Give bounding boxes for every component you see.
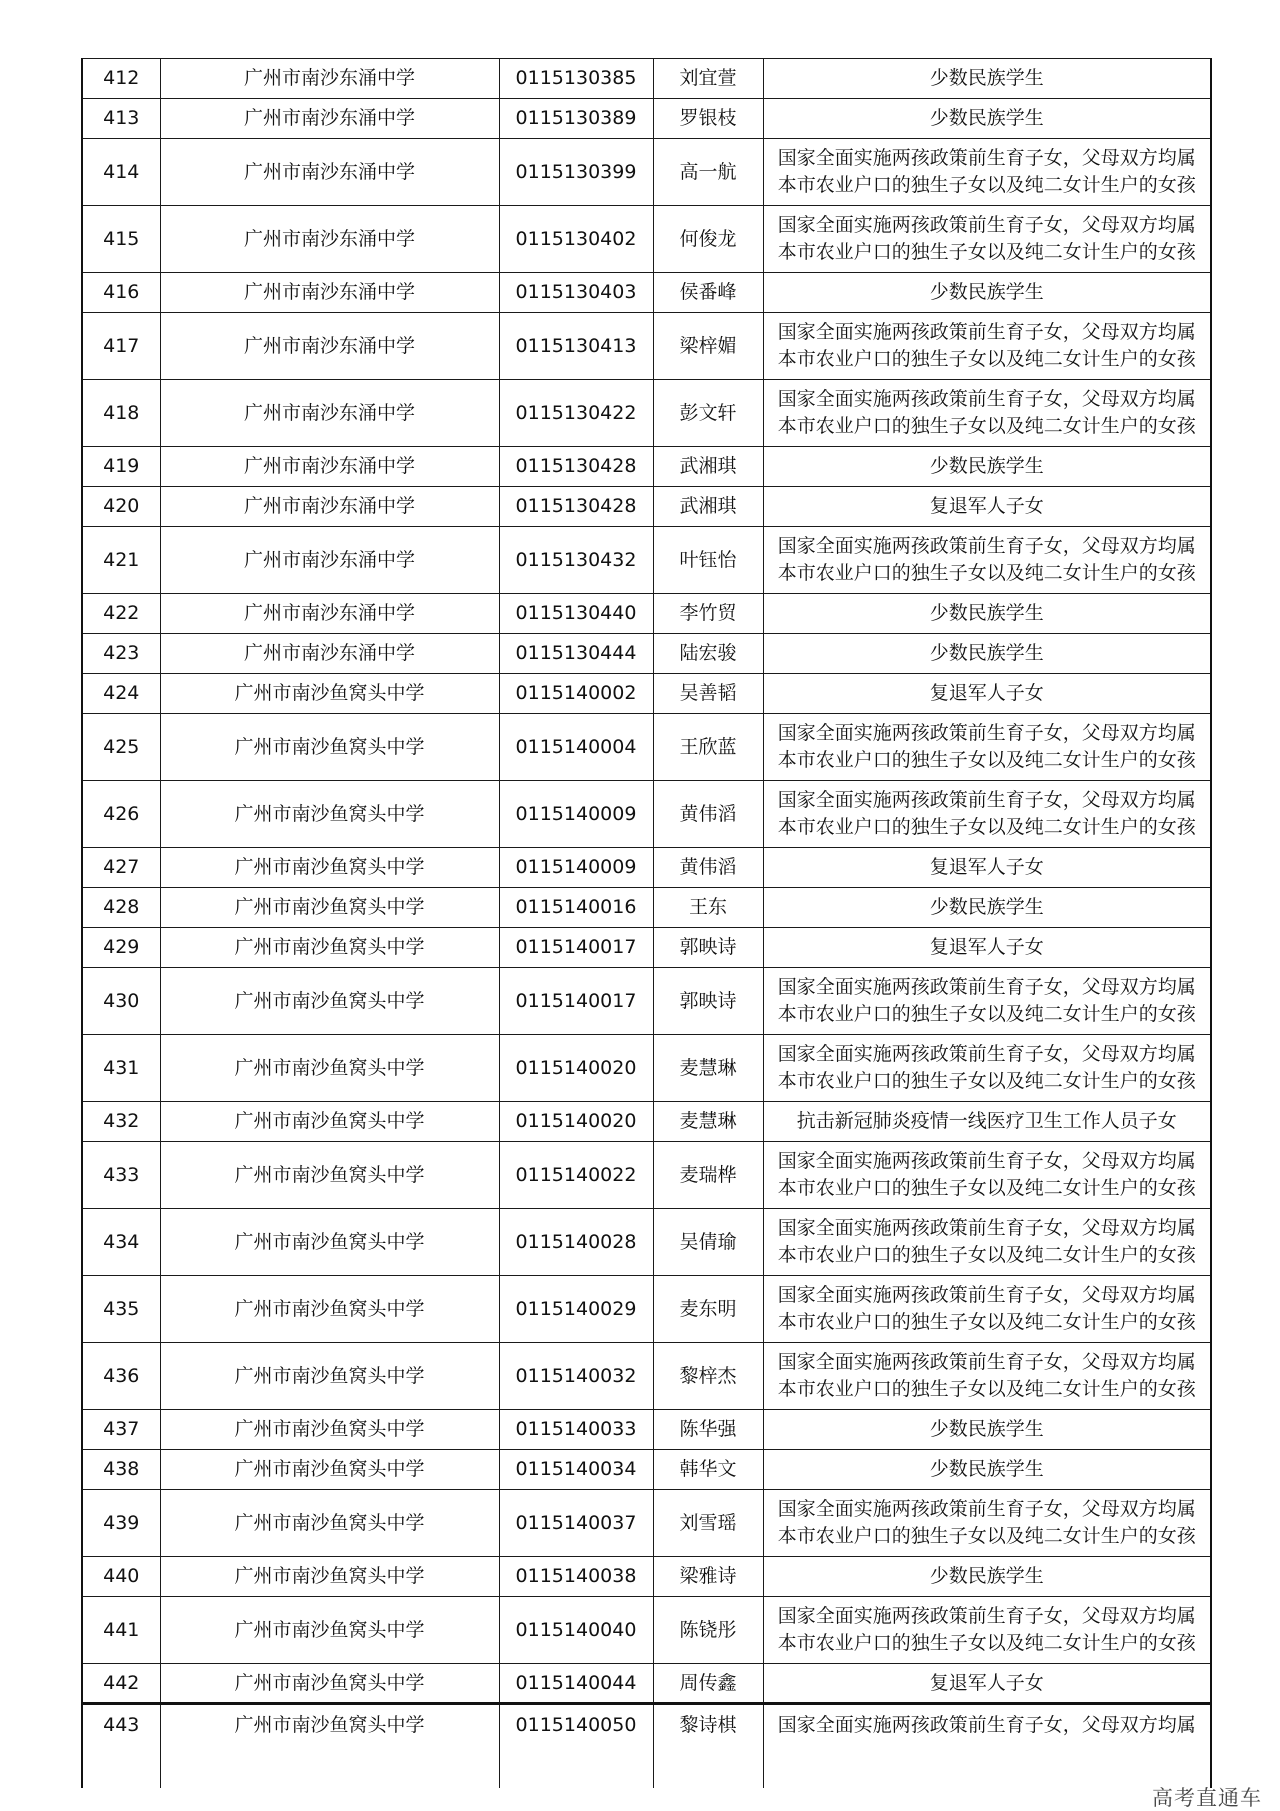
cell-exam-id: 0115140029 xyxy=(499,1276,653,1343)
cell-school: 广州市南沙鱼窝头中学 xyxy=(160,1035,499,1102)
table-row xyxy=(82,447,1211,487)
cell-school: 广州市南沙东涌中学 xyxy=(160,273,499,313)
cell-number: 426 xyxy=(82,781,160,848)
category-line: 本市农业户口的独生子女以及纯二女计生户的女孩 xyxy=(777,241,1196,263)
cell-school: 广州市南沙鱼窝头中学 xyxy=(160,1142,499,1209)
cell-category xyxy=(763,848,1211,888)
category-line: 国家全面实施两孩政策前生育子女，父母双方均属 xyxy=(777,1498,1196,1520)
cell-category xyxy=(763,380,1211,447)
cell-exam-id: 0115140020 xyxy=(499,1035,653,1102)
cell-category xyxy=(763,1035,1211,1102)
cell-school: 广州市南沙东涌中学 xyxy=(160,206,499,273)
cell-name: 黄伟滔 xyxy=(653,781,763,848)
cell-number: 440 xyxy=(82,1557,160,1597)
cell-name: 刘雪瑶 xyxy=(653,1490,763,1557)
cell-number: 432 xyxy=(82,1102,160,1142)
cell-exam-id: 0115140038 xyxy=(499,1557,653,1597)
cell-number: 428 xyxy=(82,888,160,928)
cell-category xyxy=(763,1704,1211,1788)
cell-number: 435 xyxy=(82,1276,160,1343)
table-row xyxy=(82,1490,1211,1557)
category-line: 复退军人子女 xyxy=(929,682,1044,704)
cell-category xyxy=(763,594,1211,634)
cell-category xyxy=(763,527,1211,594)
cell-school: 广州市南沙东涌中学 xyxy=(160,527,499,594)
cell-school: 广州市南沙鱼窝头中学 xyxy=(160,1664,499,1704)
cell-name: 陈华强 xyxy=(653,1410,763,1450)
cell-exam-id: 0115130444 xyxy=(499,634,653,674)
cell-name: 黎诗棋 xyxy=(653,1704,763,1788)
cell-school: 广州市南沙鱼窝头中学 xyxy=(160,888,499,928)
cell-exam-id: 0115140017 xyxy=(499,968,653,1035)
cell-name: 陆宏骏 xyxy=(653,634,763,674)
cell-school: 广州市南沙鱼窝头中学 xyxy=(160,848,499,888)
cell-name: 麦瑞桦 xyxy=(653,1142,763,1209)
cell-name: 侯番峰 xyxy=(653,273,763,313)
cell-exam-id: 0115140009 xyxy=(499,848,653,888)
table-row xyxy=(82,781,1211,848)
table-row xyxy=(82,848,1211,888)
cell-number: 429 xyxy=(82,928,160,968)
cell-name: 何俊龙 xyxy=(653,206,763,273)
cell-name: 麦慧琳 xyxy=(653,1102,763,1142)
table-row xyxy=(82,527,1211,594)
cell-name: 罗银枝 xyxy=(653,99,763,139)
cell-number: 422 xyxy=(82,594,160,634)
cell-exam-id: 0115130385 xyxy=(499,59,653,99)
table-row xyxy=(82,888,1211,928)
category-line: 国家全面实施两孩政策前生育子女，父母双方均属 xyxy=(777,214,1196,236)
cell-name: 王欣蓝 xyxy=(653,714,763,781)
category-line: 本市农业户口的独生子女以及纯二女计生户的女孩 xyxy=(777,348,1196,370)
cell-exam-id: 0115130440 xyxy=(499,594,653,634)
cell-name: 彭文轩 xyxy=(653,380,763,447)
cell-exam-id: 0115140037 xyxy=(499,1490,653,1557)
category-line: 本市农业户口的独生子女以及纯二女计生户的女孩 xyxy=(777,1525,1196,1547)
table-row xyxy=(82,928,1211,968)
cell-name: 麦慧琳 xyxy=(653,1035,763,1102)
cell-name: 高一航 xyxy=(653,139,763,206)
category-line: 复退军人子女 xyxy=(929,495,1044,517)
category-line: 本市农业户口的独生子女以及纯二女计生户的女孩 xyxy=(777,174,1196,196)
category-line: 少数民族学生 xyxy=(929,1458,1044,1480)
category-line: 本市农业户口的独生子女以及纯二女计生户的女孩 xyxy=(777,1003,1196,1025)
cell-number: 414 xyxy=(82,139,160,206)
cell-category xyxy=(763,1490,1211,1557)
table-row xyxy=(82,273,1211,313)
cell-number: 441 xyxy=(82,1597,160,1664)
watermark: 高考直通车 xyxy=(1152,1786,1262,1810)
cell-exam-id: 0115140028 xyxy=(499,1209,653,1276)
cell-category xyxy=(763,674,1211,714)
cell-school: 广州市南沙鱼窝头中学 xyxy=(160,1410,499,1450)
table-row xyxy=(82,1209,1211,1276)
cell-category xyxy=(763,99,1211,139)
category-line: 国家全面实施两孩政策前生育子女，父母双方均属 xyxy=(777,1150,1196,1172)
cell-category xyxy=(763,273,1211,313)
cell-school: 广州市南沙鱼窝头中学 xyxy=(160,1343,499,1410)
cell-exam-id: 0115140032 xyxy=(499,1343,653,1410)
cell-exam-id: 0115140020 xyxy=(499,1102,653,1142)
cell-school: 广州市南沙东涌中学 xyxy=(160,139,499,206)
cell-name: 麦东明 xyxy=(653,1276,763,1343)
cell-category xyxy=(763,206,1211,273)
table-row xyxy=(82,487,1211,527)
cell-category xyxy=(763,59,1211,99)
table-row xyxy=(82,99,1211,139)
cell-number: 439 xyxy=(82,1490,160,1557)
cell-school: 广州市南沙鱼窝头中学 xyxy=(160,1276,499,1343)
cell-name: 吴善韬 xyxy=(653,674,763,714)
category-line: 国家全面实施两孩政策前生育子女，父母双方均属 xyxy=(777,1605,1196,1627)
cell-category xyxy=(763,139,1211,206)
category-line: 本市农业户口的独生子女以及纯二女计生户的女孩 xyxy=(777,415,1196,437)
cell-exam-id: 0115140044 xyxy=(499,1664,653,1704)
table-row xyxy=(82,1664,1211,1704)
cell-school: 广州市南沙东涌中学 xyxy=(160,634,499,674)
cell-school: 广州市南沙东涌中学 xyxy=(160,594,499,634)
table-row xyxy=(82,674,1211,714)
cell-number: 443 xyxy=(82,1704,160,1788)
cell-school: 广州市南沙鱼窝头中学 xyxy=(160,1450,499,1490)
cell-name: 郭映诗 xyxy=(653,968,763,1035)
category-line: 复退军人子女 xyxy=(929,936,1044,958)
cell-number: 425 xyxy=(82,714,160,781)
table-row xyxy=(82,1142,1211,1209)
table-row xyxy=(82,380,1211,447)
category-line: 抗击新冠肺炎疫情一线医疗卫生工作人员子女 xyxy=(796,1110,1177,1132)
cell-name: 韩华文 xyxy=(653,1450,763,1490)
cell-number: 423 xyxy=(82,634,160,674)
cell-category xyxy=(763,714,1211,781)
cell-name: 周传鑫 xyxy=(653,1664,763,1704)
cell-number: 415 xyxy=(82,206,160,273)
cell-exam-id: 0115140017 xyxy=(499,928,653,968)
category-line: 本市农业户口的独生子女以及纯二女计生户的女孩 xyxy=(777,1632,1196,1654)
cell-category xyxy=(763,1664,1211,1704)
table-row xyxy=(82,968,1211,1035)
cell-exam-id: 0115140016 xyxy=(499,888,653,928)
cell-name: 刘宜萱 xyxy=(653,59,763,99)
cell-category xyxy=(763,968,1211,1035)
cell-exam-id: 0115140050 xyxy=(499,1704,653,1788)
cell-school: 广州市南沙东涌中学 xyxy=(160,380,499,447)
cell-number: 419 xyxy=(82,447,160,487)
category-line: 少数民族学生 xyxy=(929,896,1044,918)
category-line: 国家全面实施两孩政策前生育子女，父母双方均属 xyxy=(777,976,1196,998)
category-line: 少数民族学生 xyxy=(929,1565,1044,1587)
category-line: 复退军人子女 xyxy=(929,856,1044,878)
cell-number: 437 xyxy=(82,1410,160,1450)
category-line: 本市农业户口的独生子女以及纯二女计生户的女孩 xyxy=(777,1244,1196,1266)
category-line: 本市农业户口的独生子女以及纯二女计生户的女孩 xyxy=(777,1311,1196,1333)
cell-school: 广州市南沙鱼窝头中学 xyxy=(160,1209,499,1276)
cell-category xyxy=(763,1450,1211,1490)
table-row xyxy=(82,1276,1211,1343)
cell-number: 416 xyxy=(82,273,160,313)
cell-school: 广州市南沙东涌中学 xyxy=(160,59,499,99)
cell-school: 广州市南沙东涌中学 xyxy=(160,487,499,527)
cell-number: 421 xyxy=(82,527,160,594)
cell-number: 433 xyxy=(82,1142,160,1209)
cell-number: 430 xyxy=(82,968,160,1035)
cell-number: 434 xyxy=(82,1209,160,1276)
category-line: 少数民族学生 xyxy=(929,602,1044,624)
table-row xyxy=(82,1597,1211,1664)
category-line: 国家全面实施两孩政策前生育子女，父母双方均属 xyxy=(777,1714,1196,1736)
table-row xyxy=(82,206,1211,273)
cell-name: 武湘琪 xyxy=(653,487,763,527)
table-row xyxy=(82,1410,1211,1450)
cell-exam-id: 0115130413 xyxy=(499,313,653,380)
cell-exam-id: 0115130389 xyxy=(499,99,653,139)
cell-school: 广州市南沙鱼窝头中学 xyxy=(160,1490,499,1557)
table-row xyxy=(82,313,1211,380)
category-line: 少数民族学生 xyxy=(929,281,1044,303)
cell-category xyxy=(763,1557,1211,1597)
cell-school: 广州市南沙鱼窝头中学 xyxy=(160,968,499,1035)
cell-exam-id: 0115140009 xyxy=(499,781,653,848)
cell-number: 420 xyxy=(82,487,160,527)
cell-number: 442 xyxy=(82,1664,160,1704)
cell-school: 广州市南沙鱼窝头中学 xyxy=(160,1597,499,1664)
cell-number: 417 xyxy=(82,313,160,380)
cell-school: 广州市南沙东涌中学 xyxy=(160,447,499,487)
cell-school: 广州市南沙鱼窝头中学 xyxy=(160,1557,499,1597)
table-row xyxy=(82,634,1211,674)
cell-category xyxy=(763,1209,1211,1276)
cell-category xyxy=(763,1410,1211,1450)
category-line: 本市农业户口的独生子女以及纯二女计生户的女孩 xyxy=(777,1177,1196,1199)
category-line: 本市农业户口的独生子女以及纯二女计生户的女孩 xyxy=(777,749,1196,771)
category-line: 本市农业户口的独生子女以及纯二女计生户的女孩 xyxy=(777,1070,1196,1092)
cell-number: 412 xyxy=(82,59,160,99)
cell-name: 郭映诗 xyxy=(653,928,763,968)
cell-school: 广州市南沙东涌中学 xyxy=(160,99,499,139)
cell-category xyxy=(763,1142,1211,1209)
cell-name: 梁梓媚 xyxy=(653,313,763,380)
category-line: 复退军人子女 xyxy=(929,1671,1044,1694)
cell-category xyxy=(763,781,1211,848)
cell-exam-id: 0115130432 xyxy=(499,527,653,594)
cell-category xyxy=(763,634,1211,674)
cell-name: 王东 xyxy=(653,888,763,928)
category-line: 国家全面实施两孩政策前生育子女，父母双方均属 xyxy=(777,388,1196,410)
table-row xyxy=(82,1102,1211,1142)
category-line: 本市农业户口的独生子女以及纯二女计生户的女孩 xyxy=(777,816,1196,838)
cell-category xyxy=(763,313,1211,380)
table-row xyxy=(82,594,1211,634)
cell-category xyxy=(763,1102,1211,1142)
cell-name: 黎梓杰 xyxy=(653,1343,763,1410)
cell-exam-id: 0115140022 xyxy=(499,1142,653,1209)
cell-name: 吴倩瑜 xyxy=(653,1209,763,1276)
cell-category xyxy=(763,447,1211,487)
table-row xyxy=(82,1704,1211,1788)
cell-number: 413 xyxy=(82,99,160,139)
category-line: 少数民族学生 xyxy=(929,455,1044,477)
cell-name: 武湘琪 xyxy=(653,447,763,487)
table-row xyxy=(82,1343,1211,1410)
cell-number: 418 xyxy=(82,380,160,447)
category-line: 少数民族学生 xyxy=(929,1418,1044,1440)
cell-number: 436 xyxy=(82,1343,160,1410)
cell-category xyxy=(763,1343,1211,1410)
cell-number: 424 xyxy=(82,674,160,714)
category-line: 国家全面实施两孩政策前生育子女，父母双方均属 xyxy=(777,1284,1196,1306)
cell-category xyxy=(763,888,1211,928)
cell-school: 广州市南沙鱼窝头中学 xyxy=(160,1704,499,1788)
category-line: 少数民族学生 xyxy=(929,67,1044,89)
cell-school: 广州市南沙鱼窝头中学 xyxy=(160,928,499,968)
category-line: 本市农业户口的独生子女以及纯二女计生户的女孩 xyxy=(777,1378,1196,1400)
cell-exam-id: 0115130428 xyxy=(499,487,653,527)
table-row xyxy=(82,1035,1211,1102)
category-line: 本市农业户口的独生子女以及纯二女计生户的女孩 xyxy=(777,562,1196,584)
cell-category xyxy=(763,928,1211,968)
category-line: 国家全面实施两孩政策前生育子女，父母双方均属 xyxy=(777,147,1196,169)
cell-name: 梁雅诗 xyxy=(653,1557,763,1597)
cell-name: 叶钰怡 xyxy=(653,527,763,594)
cell-number: 427 xyxy=(82,848,160,888)
table-body xyxy=(82,59,1211,1788)
cell-exam-id: 0115140040 xyxy=(499,1597,653,1664)
cell-exam-id: 0115130402 xyxy=(499,206,653,273)
admission-list-table xyxy=(81,58,1212,1788)
cell-name: 陈铙彤 xyxy=(653,1597,763,1664)
category-line: 国家全面实施两孩政策前生育子女，父母双方均属 xyxy=(777,1217,1196,1239)
category-line: 国家全面实施两孩政策前生育子女，父母双方均属 xyxy=(777,789,1196,811)
cell-school: 广州市南沙鱼窝头中学 xyxy=(160,781,499,848)
cell-exam-id: 0115140033 xyxy=(499,1410,653,1450)
cell-name: 黄伟滔 xyxy=(653,848,763,888)
table-row xyxy=(82,1557,1211,1597)
cell-exam-id: 0115140002 xyxy=(499,674,653,714)
category-line: 国家全面实施两孩政策前生育子女，父母双方均属 xyxy=(777,1351,1196,1373)
table-row xyxy=(82,714,1211,781)
cell-name: 李竹贸 xyxy=(653,594,763,634)
cell-exam-id: 0115130422 xyxy=(499,380,653,447)
category-line: 少数民族学生 xyxy=(929,642,1044,664)
cell-school: 广州市南沙鱼窝头中学 xyxy=(160,714,499,781)
cell-exam-id: 0115140034 xyxy=(499,1450,653,1490)
category-line: 少数民族学生 xyxy=(929,107,1044,129)
cell-category xyxy=(763,1276,1211,1343)
category-line: 国家全面实施两孩政策前生育子女，父母双方均属 xyxy=(777,722,1196,744)
table-row xyxy=(82,59,1211,99)
category-line: 国家全面实施两孩政策前生育子女，父母双方均属 xyxy=(777,535,1196,557)
cell-exam-id: 0115130399 xyxy=(499,139,653,206)
table-row xyxy=(82,1450,1211,1490)
cell-number: 431 xyxy=(82,1035,160,1102)
category-line: 国家全面实施两孩政策前生育子女，父母双方均属 xyxy=(777,1043,1196,1065)
cell-school: 广州市南沙鱼窝头中学 xyxy=(160,1102,499,1142)
cell-school: 广州市南沙东涌中学 xyxy=(160,313,499,380)
table-row xyxy=(82,139,1211,206)
cell-school: 广州市南沙鱼窝头中学 xyxy=(160,674,499,714)
cell-exam-id: 0115140004 xyxy=(499,714,653,781)
cell-exam-id: 0115130403 xyxy=(499,273,653,313)
category-line: 国家全面实施两孩政策前生育子女，父母双方均属 xyxy=(777,321,1196,343)
cell-category xyxy=(763,487,1211,527)
cell-exam-id: 0115130428 xyxy=(499,447,653,487)
cell-category xyxy=(763,1597,1211,1664)
cell-number: 438 xyxy=(82,1450,160,1490)
